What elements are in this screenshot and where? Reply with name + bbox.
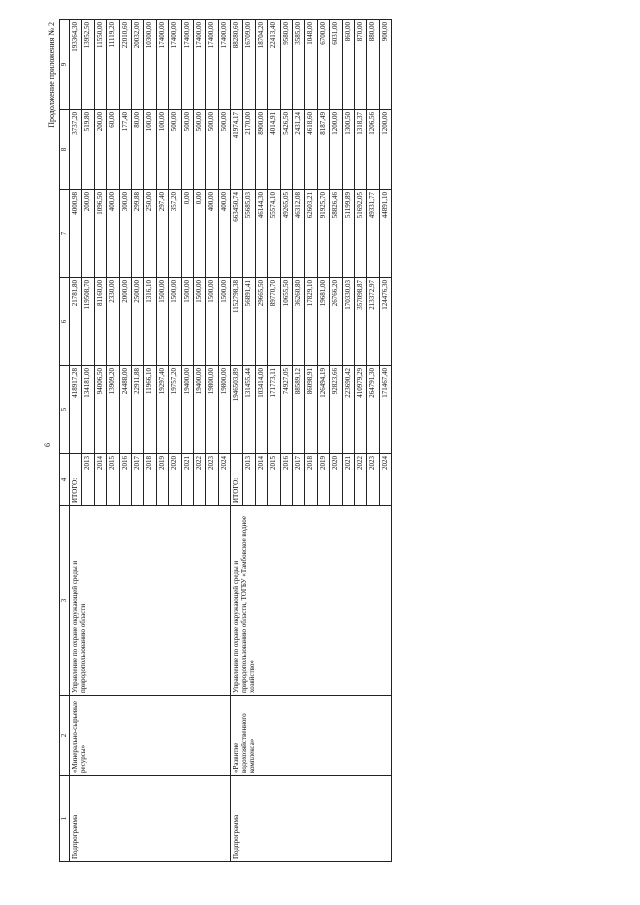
year-cell: 2015 bbox=[268, 454, 280, 506]
amount-cell: 100,00 bbox=[144, 110, 156, 190]
amount-cell: 1152798,38 bbox=[231, 278, 243, 366]
amount-cell: 500,00 bbox=[181, 110, 193, 190]
amount-cell: 10655,50 bbox=[280, 278, 292, 366]
amount-cell: 1946503,89 bbox=[231, 366, 243, 454]
amount-cell: 22010,60 bbox=[119, 20, 131, 110]
amount-cell: 10300,00 bbox=[144, 20, 156, 110]
year-cell: 2019 bbox=[156, 454, 168, 506]
amount-cell: 1500,00 bbox=[169, 278, 181, 366]
amount-cell: 2500,00 bbox=[131, 278, 143, 366]
amount-cell: 4014,91 bbox=[268, 110, 280, 190]
table-body bbox=[70, 20, 392, 862]
amount-cell: 17829,10 bbox=[305, 278, 317, 366]
year-cell: 2023 bbox=[367, 454, 379, 506]
amount-cell: 4000,98 bbox=[70, 190, 82, 278]
amount-cell: 58826,46 bbox=[330, 190, 342, 278]
col-header: 4 bbox=[60, 454, 70, 506]
year-cell: 2023 bbox=[206, 454, 218, 506]
col-header: 8 bbox=[60, 110, 70, 190]
amount-cell: 1500,00 bbox=[218, 278, 230, 366]
column-number-row bbox=[60, 20, 70, 862]
year-cell: 2020 bbox=[330, 454, 342, 506]
amount-cell: 49331,77 bbox=[367, 190, 379, 278]
amount-cell: 46312,08 bbox=[293, 190, 305, 278]
amount-cell: 94006,50 bbox=[94, 366, 106, 454]
amount-cell: 13909,20 bbox=[107, 366, 119, 454]
amount-cell: 1500,00 bbox=[193, 278, 205, 366]
amount-cell: 2000,00 bbox=[119, 278, 131, 366]
amount-cell: 1500,00 bbox=[156, 278, 168, 366]
amount-cell: 300,00 bbox=[119, 190, 131, 278]
year-cell: 2013 bbox=[243, 454, 255, 506]
amount-cell: 1500,00 bbox=[206, 278, 218, 366]
year-cell: ИТОГО: bbox=[70, 454, 82, 506]
amount-cell: 500,00 bbox=[169, 110, 181, 190]
year-cell: 2017 bbox=[293, 454, 305, 506]
amount-cell: 46144,30 bbox=[255, 190, 267, 278]
amount-cell: 21781,80 bbox=[70, 278, 82, 366]
amount-cell: 200,00 bbox=[94, 110, 106, 190]
col-header: 9 bbox=[60, 20, 70, 110]
amount-cell: 56891,41 bbox=[243, 278, 255, 366]
amount-cell: 22413,40 bbox=[268, 20, 280, 110]
amount-cell: 19800,00 bbox=[218, 366, 230, 454]
amount-cell: 36260,80 bbox=[293, 278, 305, 366]
budget-table bbox=[59, 19, 392, 862]
amount-cell: 2431,24 bbox=[293, 110, 305, 190]
amount-cell: 0,00 bbox=[181, 190, 193, 278]
amount-cell: 1048,00 bbox=[305, 20, 317, 110]
amount-cell: 870,00 bbox=[354, 20, 366, 110]
amount-cell: 900,00 bbox=[379, 20, 391, 110]
year-cell: 2014 bbox=[255, 454, 267, 506]
amount-cell: 400,00 bbox=[107, 190, 119, 278]
amount-cell: 51692,05 bbox=[354, 190, 366, 278]
amount-cell: 6700,00 bbox=[317, 20, 329, 110]
col-header: 5 bbox=[60, 366, 70, 454]
amount-cell: 250,00 bbox=[144, 190, 156, 278]
amount-cell: 11119,20 bbox=[107, 20, 119, 110]
col-header: 1 bbox=[60, 776, 70, 862]
amount-cell: 24488,00 bbox=[119, 366, 131, 454]
year-cell: 2016 bbox=[119, 454, 131, 506]
year-cell: 2020 bbox=[169, 454, 181, 506]
executor-cell: Управление по охране окружающей среды и природопользованию области bbox=[70, 506, 231, 696]
amount-cell: 2170,00 bbox=[243, 110, 255, 190]
amount-cell: 8900,00 bbox=[255, 110, 267, 190]
amount-cell: 171467,40 bbox=[379, 366, 391, 454]
year-cell: 2013 bbox=[82, 454, 94, 506]
amount-cell: 49265,05 bbox=[280, 190, 292, 278]
year-cell: 2019 bbox=[317, 454, 329, 506]
rotated-sheet bbox=[43, 20, 603, 862]
amount-cell: 26766,20 bbox=[330, 278, 342, 366]
amount-cell: 223690,42 bbox=[342, 366, 354, 454]
year-cell: 2018 bbox=[305, 454, 317, 506]
amount-cell: 519,80 bbox=[82, 110, 94, 190]
amount-cell: 74927,05 bbox=[280, 366, 292, 454]
amount-cell: 1200,00 bbox=[330, 110, 342, 190]
amount-cell: 19757,20 bbox=[169, 366, 181, 454]
amount-cell: 86098,91 bbox=[305, 366, 317, 454]
amount-cell: 41974,17 bbox=[231, 110, 243, 190]
amount-cell: 55685,03 bbox=[243, 190, 255, 278]
amount-cell: 500,00 bbox=[193, 110, 205, 190]
continuation-note: Продолжение приложения № 2 bbox=[47, 22, 56, 128]
amount-cell: 1300,50 bbox=[342, 110, 354, 190]
year-cell: 2015 bbox=[107, 454, 119, 506]
amount-cell: 55574,10 bbox=[268, 190, 280, 278]
year-cell: 2024 bbox=[379, 454, 391, 506]
amount-cell: 60,00 bbox=[107, 110, 119, 190]
amount-cell: 171773,11 bbox=[268, 366, 280, 454]
amount-cell: 11966,10 bbox=[144, 366, 156, 454]
amount-cell: 19297,40 bbox=[156, 366, 168, 454]
amount-cell: 418917,28 bbox=[70, 366, 82, 454]
program-type-cell: Подпрограмма bbox=[70, 776, 231, 862]
amount-cell: 44891,10 bbox=[379, 190, 391, 278]
amount-cell: 18704,20 bbox=[255, 20, 267, 110]
amount-cell: 92823,66 bbox=[330, 366, 342, 454]
year-cell: 2022 bbox=[193, 454, 205, 506]
amount-cell: 3737,20 bbox=[70, 110, 82, 190]
table-row bbox=[70, 20, 82, 862]
year-cell: 2017 bbox=[131, 454, 143, 506]
amount-cell: 17400,00 bbox=[193, 20, 205, 110]
amount-cell: 19681,00 bbox=[317, 278, 329, 366]
col-header: 6 bbox=[60, 278, 70, 366]
amount-cell: 500,00 bbox=[206, 110, 218, 190]
amount-cell: 80,00 bbox=[131, 110, 143, 190]
amount-cell: 88280,60 bbox=[231, 20, 243, 110]
amount-cell: 103414,00 bbox=[255, 366, 267, 454]
program-type-cell: Подпрограмма bbox=[231, 776, 392, 862]
amount-cell: 8187,49 bbox=[317, 110, 329, 190]
amount-cell: 860,00 bbox=[342, 20, 354, 110]
amount-cell: 1200,00 bbox=[379, 110, 391, 190]
amount-cell: 124476,30 bbox=[379, 278, 391, 366]
amount-cell: 126494,19 bbox=[317, 366, 329, 454]
amount-cell: 4618,60 bbox=[305, 110, 317, 190]
amount-cell: 13952,50 bbox=[82, 20, 94, 110]
amount-cell: 19800,00 bbox=[206, 366, 218, 454]
amount-cell: 200,00 bbox=[82, 190, 94, 278]
amount-cell: 17400,00 bbox=[206, 20, 218, 110]
program-name-cell: «Минерально-сырьевые ресурсы» bbox=[70, 696, 231, 776]
year-cell: 2016 bbox=[280, 454, 292, 506]
amount-cell: 297,40 bbox=[156, 190, 168, 278]
amount-cell: 134181,00 bbox=[82, 366, 94, 454]
amount-cell: 88589,12 bbox=[293, 366, 305, 454]
amount-cell: 89770,70 bbox=[268, 278, 280, 366]
amount-cell: 9580,00 bbox=[280, 20, 292, 110]
amount-cell: 400,00 bbox=[206, 190, 218, 278]
amount-cell: 3585,00 bbox=[293, 20, 305, 110]
year-cell: 2022 bbox=[354, 454, 366, 506]
year-cell: 2014 bbox=[94, 454, 106, 506]
amount-cell: 17400,00 bbox=[169, 20, 181, 110]
executor-cell: Управление по охране окружающей среды и природопользованию области, ТОГБУ «Тамбовское водное хозяйство» bbox=[231, 506, 392, 696]
amount-cell: 0,00 bbox=[193, 190, 205, 278]
amount-cell: 16709,00 bbox=[243, 20, 255, 110]
amount-cell: 1206,56 bbox=[367, 110, 379, 190]
amount-cell: 62603,21 bbox=[305, 190, 317, 278]
col-header: 2 bbox=[60, 696, 70, 776]
amount-cell: 17400,00 bbox=[156, 20, 168, 110]
amount-cell: 19400,00 bbox=[193, 366, 205, 454]
amount-cell: 6031,00 bbox=[330, 20, 342, 110]
amount-cell: 29665,50 bbox=[255, 278, 267, 366]
amount-cell: 357098,87 bbox=[354, 278, 366, 366]
year-cell: 2021 bbox=[181, 454, 193, 506]
amount-cell: 500,00 bbox=[218, 110, 230, 190]
amount-cell: 5426,50 bbox=[280, 110, 292, 190]
page-number: 6 bbox=[43, 443, 52, 447]
amount-cell: 19400,00 bbox=[181, 366, 193, 454]
amount-cell: 299,88 bbox=[131, 190, 143, 278]
table-row bbox=[231, 20, 243, 862]
amount-cell: 1096,50 bbox=[94, 190, 106, 278]
amount-cell: 193364,30 bbox=[70, 20, 82, 110]
amount-cell: 177,40 bbox=[119, 110, 131, 190]
amount-cell: 1500,00 bbox=[181, 278, 193, 366]
amount-cell: 400,00 bbox=[218, 190, 230, 278]
program-name-cell: «Развитие водохозяйственного комплекса» bbox=[231, 696, 392, 776]
amount-cell: 11550,00 bbox=[94, 20, 106, 110]
amount-cell: 1318,37 bbox=[354, 110, 366, 190]
amount-cell: 22911,88 bbox=[131, 366, 143, 454]
amount-cell: 170330,03 bbox=[342, 278, 354, 366]
year-cell: ИТОГО: bbox=[231, 454, 243, 506]
amount-cell: 91925,70 bbox=[317, 190, 329, 278]
amount-cell: 20032,00 bbox=[131, 20, 143, 110]
amount-cell: 213372,97 bbox=[367, 278, 379, 366]
amount-cell: 2330,00 bbox=[107, 278, 119, 366]
amount-cell: 131455,44 bbox=[243, 366, 255, 454]
amount-cell: 410979,29 bbox=[354, 366, 366, 454]
year-cell: 2021 bbox=[342, 454, 354, 506]
amount-cell: 663450,74 bbox=[231, 190, 243, 278]
col-header: 3 bbox=[60, 506, 70, 696]
amount-cell: 1316,10 bbox=[144, 278, 156, 366]
amount-cell: 17400,00 bbox=[181, 20, 193, 110]
col-header: 7 bbox=[60, 190, 70, 278]
amount-cell: 119508,70 bbox=[82, 278, 94, 366]
amount-cell: 100,00 bbox=[156, 110, 168, 190]
year-cell: 2024 bbox=[218, 454, 230, 506]
amount-cell: 17400,00 bbox=[218, 20, 230, 110]
year-cell: 2018 bbox=[144, 454, 156, 506]
amount-cell: 264791,30 bbox=[367, 366, 379, 454]
amount-cell: 357,20 bbox=[169, 190, 181, 278]
amount-cell: 81160,00 bbox=[94, 278, 106, 366]
amount-cell: 51199,89 bbox=[342, 190, 354, 278]
amount-cell: 880,00 bbox=[367, 20, 379, 110]
